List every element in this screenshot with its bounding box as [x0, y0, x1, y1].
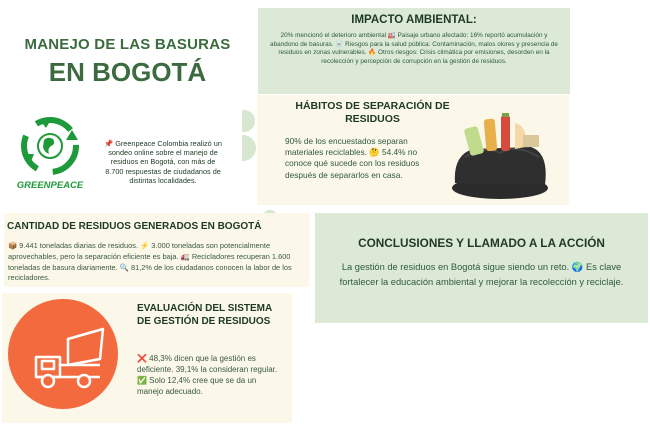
habitos-title: HÁBITOS DE SEPARACIÓN DE RESIDUOS: [295, 100, 450, 125]
impacto-text: 20% mencionó el deterioro ambiental 🏭 Paisaje urbano afectado: 16% reportó acumulación y abandono de basuras. ☠️ Riesgos para la salud pública: Contaminación, malos olores y presencia de residuos en zonas vulnerables. 🔥 Otros riesgos: Crisis climática por emisiones, desorden en la recolección y percepción de corrupción en la gestión de residuos.: [270, 32, 558, 65]
page-title-line1: MANEJO DE LAS BASURAS: [24, 36, 231, 53]
evaluacion-card: [2, 293, 292, 423]
recycling-bag-illustration: [445, 113, 555, 201]
trash-bag-icon: [445, 113, 555, 201]
truck-badge: [8, 299, 118, 409]
impacto-card: [258, 8, 570, 94]
dump-truck-icon: [8, 299, 118, 409]
evaluacion-title: EVALUACIÓN DEL SISTEMA DE GESTIÓN DE RESIDUOS: [137, 303, 272, 327]
conclusiones-card: [315, 213, 648, 323]
cantidad-card: [4, 213, 309, 287]
greenpeace-card: [2, 101, 242, 213]
conclusiones-title: CONCLUSIONES Y LLAMADO A LA ACCIÓN: [358, 236, 605, 250]
greenpeace-logo: [20, 116, 80, 176]
habitos-text: 90% de los encuestados separan materiales reciclables. 🤔 54.4% no conoce qué sucede con los residuos después de separarlos en casa.: [285, 136, 420, 180]
greenpeace-text: 📌 Greenpeace Colombia realizó un sondeo online sobre el manejo de residuos en Bogotá, con más de 8.700 respuestas de ciudadanos de distintas localidades.: [104, 139, 222, 185]
evaluacion-text: ❌ 48,3% dicen que la gestión es deficiente. 39,1% la consideran regular. ✅ Solo 12,4% cree que se da un manejo adecuado.: [137, 354, 278, 396]
page-title-line2: EN BOGOTÁ: [48, 57, 207, 87]
conclusiones-text: La gestión de residuos en Bogotá sigue siendo un reto. 🌍 Es clave fortalecer la educación ambiental y mejorar la recolección y reciclaje.: [339, 262, 624, 288]
cantidad-text: 📦 9.441 toneladas diarias de residuos. ⚡ 3.000 toneladas son potencialmente aprovechables, pero la separación eficiente es baja. 🚛 Recicladores recuperan 1.600 toneladas de basura diariamente. 🔍 81,2% de los ciudadanos conocen la labor de los recicladores.: [8, 241, 292, 283]
impacto-title: IMPACTO AMBIENTAL:: [351, 14, 477, 26]
habitos-card: [257, 95, 569, 205]
cantidad-title: CANTIDAD DE RESIDUOS GENERADOS EN BOGOTÁ: [7, 221, 262, 232]
recycle-globe-icon: [20, 116, 80, 176]
greenpeace-logo-text: GREENPEACE: [16, 180, 84, 191]
header-title: [0, 0, 255, 98]
